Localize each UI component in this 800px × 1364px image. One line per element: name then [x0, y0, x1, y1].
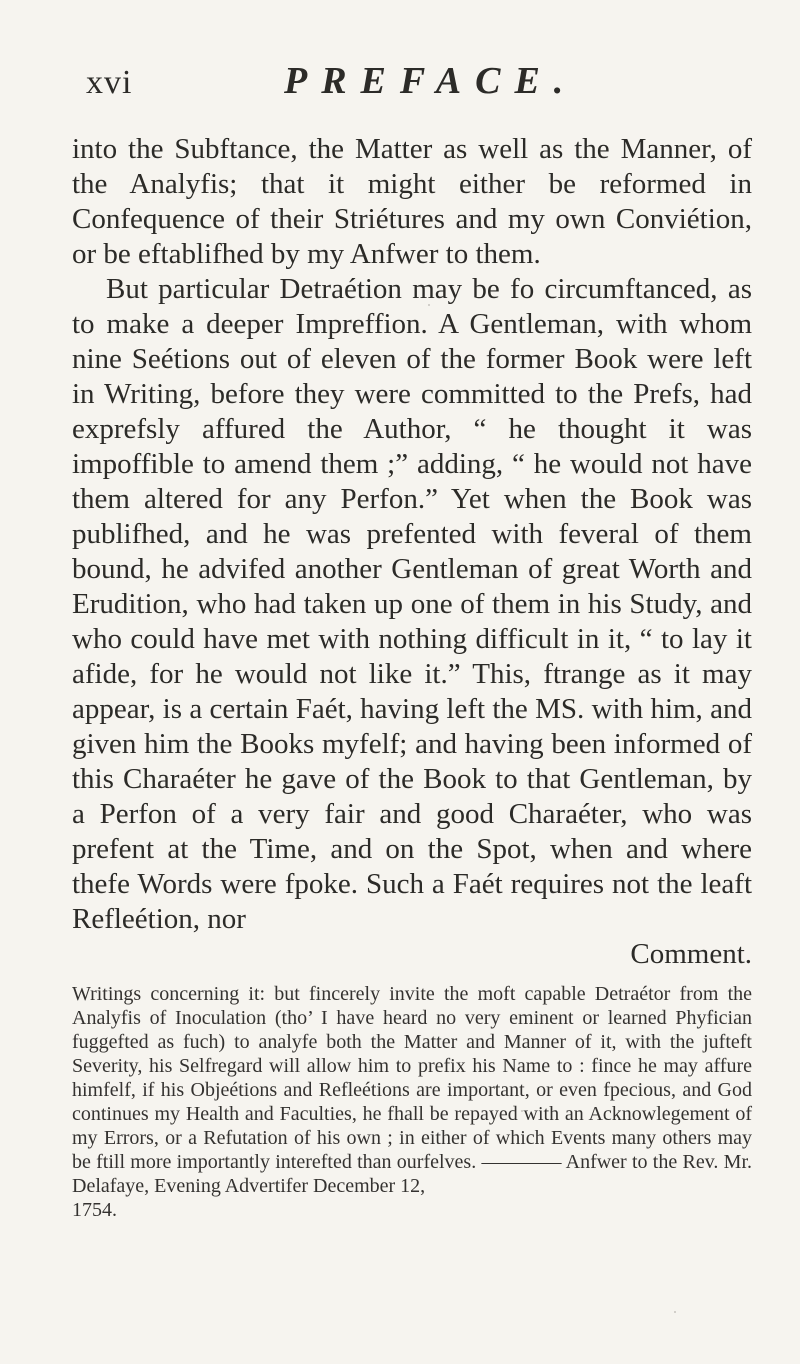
paragraph-2: But particular Detraétion may be fo circumftanced, as to make a deeper Impreffion. A Gentleman, with whom nine Seétions out of eleven of the former Book were left in Writing, before they were committed to the Prefs, had exprefsly affured the Author, “ he thought it was impoffible to amend them ;” adding, “ he would not have them altered for any Perfon.” Yet when the Book was publifhed, and he was prefented with feveral of them bound, he advifed another Gentleman of great Worth and Erudition, who had taken up one of them in his Study, and who could have met with nothing difficult in it, “ to lay it afide, for he would not like it.” This, ftrange as it may appear, is a certain Faét, having left the MS. with him, and given him the Books myfelf; and having been informed of this Charaéter he gave of the Book to that Gentleman, by a Perfon of a very fair and good Charaéter, who was prefent at the Time, and on the Spot, when and where thefe Words were fpoke. Such a Faét requires not the leaft Refleétion, nor [72, 273, 752, 935]
running-title: PREFACE. [284, 60, 578, 102]
book-page [72, 58, 752, 1348]
page-header [72, 58, 752, 108]
footnote [72, 982, 752, 1222]
page-number: xvi [86, 64, 133, 101]
paper-speck [521, 1110, 523, 1112]
paragraph-2-last-line: Comment. [630, 938, 752, 970]
paragraph-1: into the Subftance, the Matter as well as the Manner, of the Analyfis; that it might either be reformed in Confequence of their Striétures and my own Conviétion, or be eftablifhed by my Anfwer to them. [72, 133, 752, 270]
main-text [72, 132, 752, 972]
footnote-text: Writings concerning it: but fincerely invite the moft capable Detraétor from the Analyfis of Inoculation (tho’ I have heard no very eminent or learned Phyfician fuggefted as fuch) to analyfe both the Matter and Manner of it, with the jufteft Severity, his Selfregard will allow him to prefix his Name to : fince he may affure himfelf, if his Objeétions and Refleétions are important, or even fpecious, and God continues my Health and Faculties, he fhall be repayed with an Acknowlegement of my Errors, or a Refutation of his own ; in either of which Events many others may be ftill more importantly interefted than ourfelves. ———— Anfwer to the Rev. Mr. Delafaye, Evening Advertifer December 12, [72, 983, 752, 1197]
paper-speck [674, 1311, 676, 1313]
paper-speck [428, 304, 430, 306]
footnote-year: 1754. [72, 1199, 117, 1221]
